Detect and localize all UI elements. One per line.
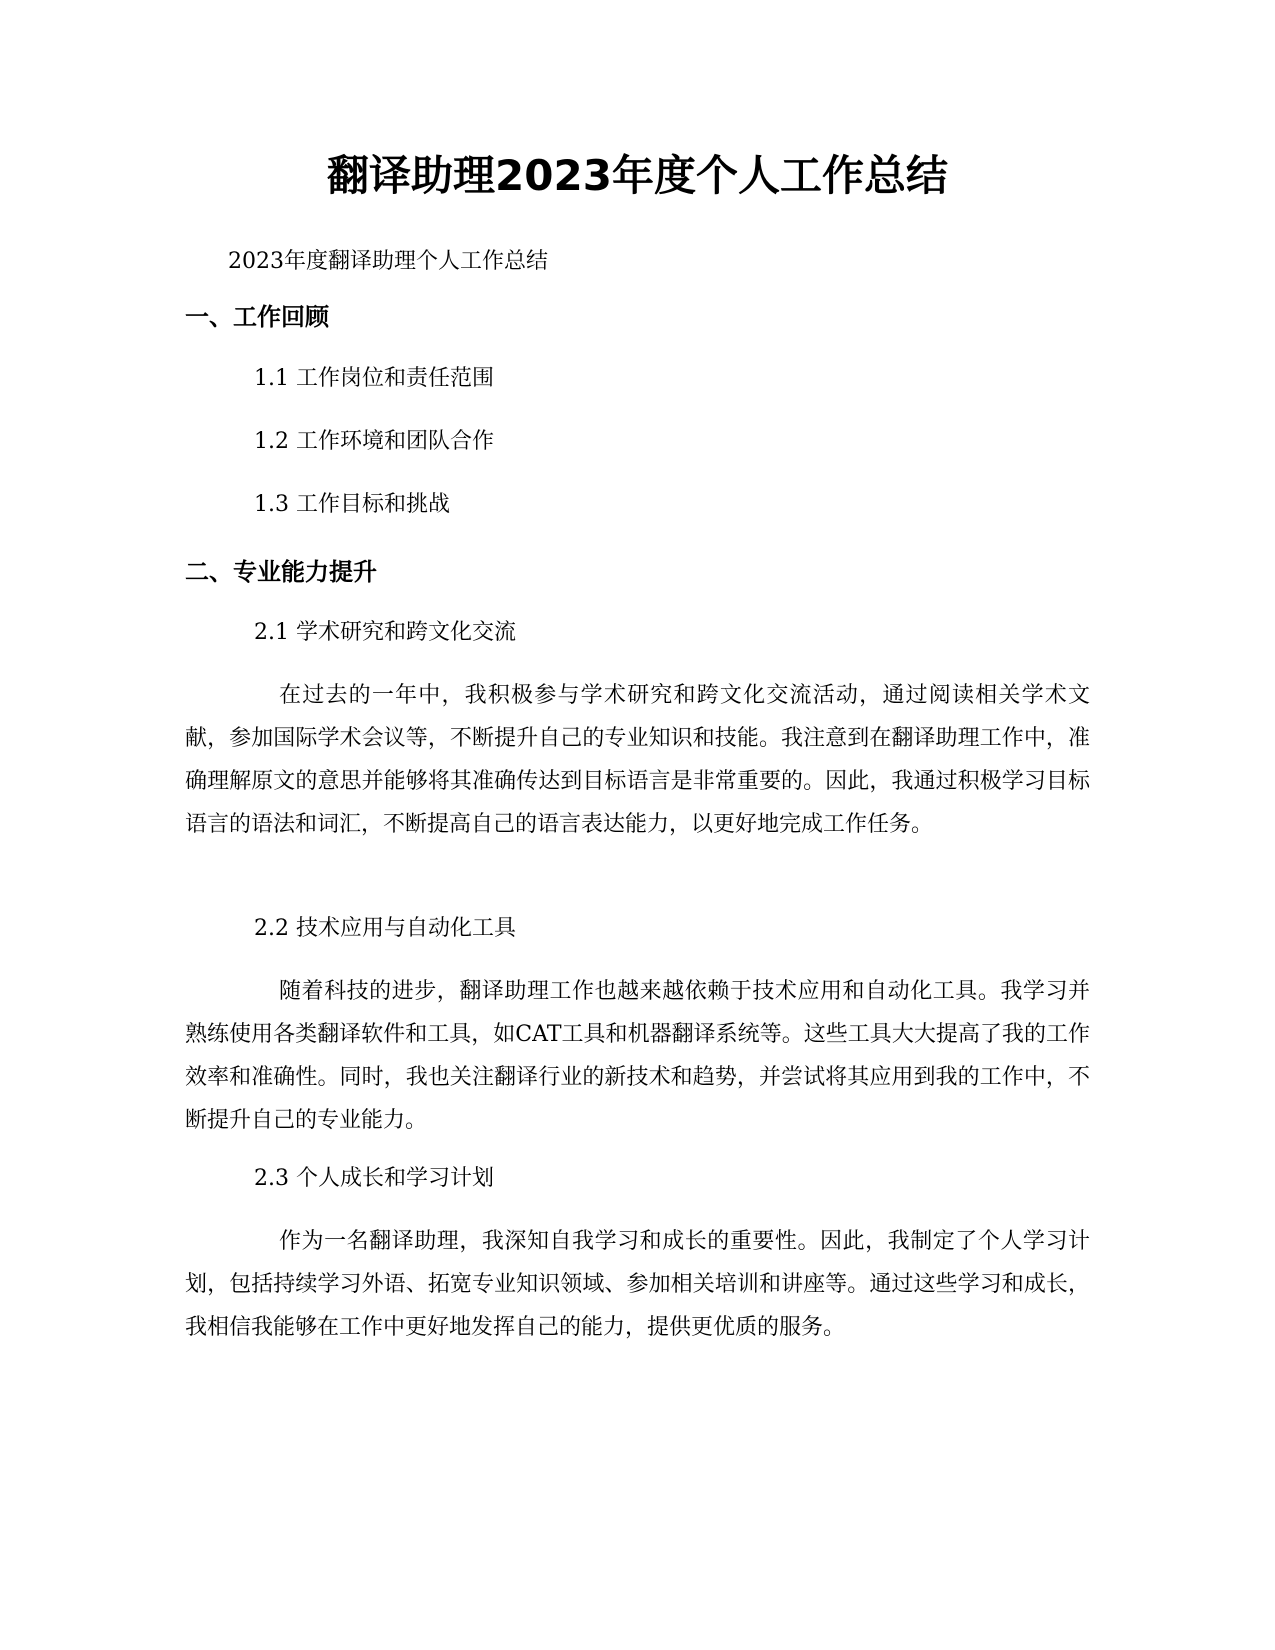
paragraph-2-2: 随着科技的进步，翻译助理工作也越来越依赖于技术应用和自动化工具。我学习并熟练使用各类翻译软件和工具，如CAT工具和机器翻译系统等。这些工具大大提高了我的工作效率和准确性。同时，我也关注翻译行业的新技术和趋势，并尝试将其应用到我的工作中，不断提升自己的专业能力。 (185, 979, 1090, 1133)
document-subtitle: 2023年度翻译助理个人工作总结 (228, 249, 548, 274)
document-title: 翻译助理2023年度个人工作总结 (327, 151, 948, 200)
paragraph-2-3: 作为一名翻译助理，我深知自我学习和成长的重要性。因此，我制定了个人学习计划，包括持续学习外语、拓宽专业知识领域、参加相关培训和讲座等。通过这些学习和成长，我相信我能够在工作中更好地发挥自己的能力，提供更优质的服务。 (185, 1229, 1090, 1340)
sub-item-1-3: 1.3 工作目标和挑战 (254, 492, 450, 517)
sub-item-1-2: 1.2 工作环境和团队合作 (254, 429, 494, 454)
sub-item-2-2: 2.2 技术应用与自动化工具 (254, 916, 516, 941)
section-heading-professional-growth: 二、专业能力提升 (185, 558, 377, 586)
section-heading-work-review: 一、工作回顾 (185, 303, 329, 331)
paragraph-2-1: 在过去的一年中，我积极参与学术研究和跨文化交流活动，通过阅读相关学术文献，参加国际学术会议等，不断提升自己的专业知识和技能。我注意到在翻译助理工作中，准确理解原文的意思并能够将其准确传达到目标语言是非常重要的。因此，我通过积极学习目标语言的语法和词汇，不断提高自己的语言表达能力，以更好地完成工作任务。 (185, 683, 1090, 837)
sub-item-2-3: 2.3 个人成长和学习计划 (254, 1166, 494, 1191)
sub-item-2-1: 2.1 学术研究和跨文化交流 (254, 620, 516, 645)
sub-item-1-1: 1.1 工作岗位和责任范围 (254, 366, 494, 391)
